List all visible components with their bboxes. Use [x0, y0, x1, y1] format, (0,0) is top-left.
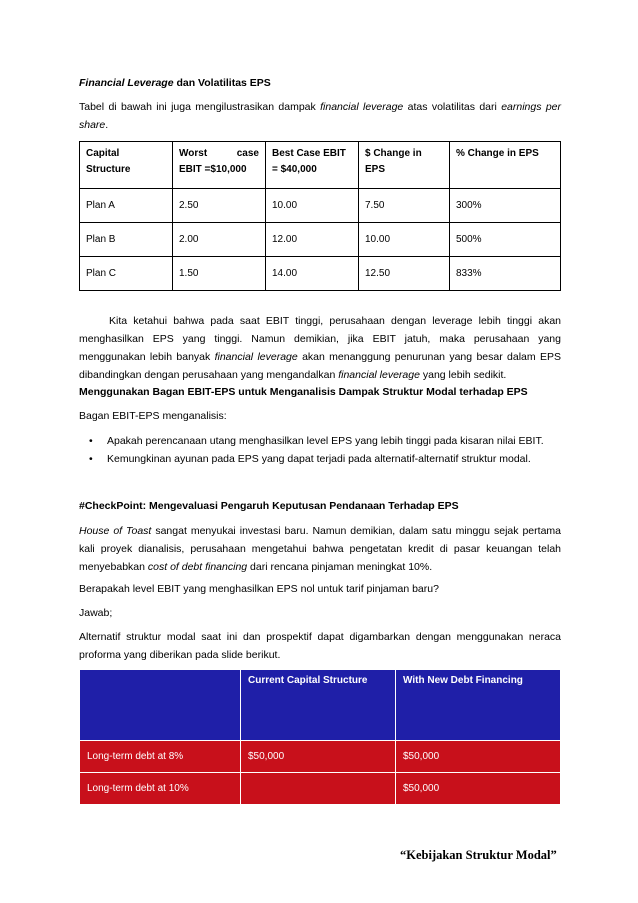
table-cell: 500% — [450, 223, 561, 257]
table-row — [80, 773, 561, 805]
intro-paragraph: Tabel di bawah ini juga mengilustrasikan dampak financial leverage atas volatilitas dari earnings per share. — [79, 101, 562, 131]
ebit-eps-intro: Bagan EBIT-EPS menganalisis: — [79, 410, 227, 422]
header-best-case: Best Case EBIT = $40,000 — [266, 142, 359, 189]
header-empty — [80, 670, 241, 741]
table-cell: 14.00 — [266, 257, 359, 291]
table-cell: 833% — [450, 257, 561, 291]
table-cell: 10.00 — [359, 223, 450, 257]
table-header-row — [80, 142, 561, 189]
table-cell: $50,000 — [396, 773, 561, 805]
heading-financial-leverage: Financial Leverage dan Volatilitas EPS — [79, 77, 271, 89]
list-item: • Apakah perencanaan utang menghasilkan level EPS yang lebih tinggi pada kisaran nilai EBIT. — [79, 432, 561, 450]
page-footer: “Kebijakan Struktur Modal” — [400, 848, 557, 862]
table-cell: 1.50 — [173, 257, 266, 291]
header-capital-structure: Capital Structure — [80, 142, 173, 189]
capital-structure-table — [79, 669, 561, 805]
heading-ebit-eps-chart: Menggunakan Bagan EBIT-EPS untuk Menganalisis Dampak Struktur Modal terhadap EPS — [79, 386, 528, 398]
proforma-paragraph: Alternatif struktur modal saat ini dan prospektif dapat digambarkan dengan menggunakan neraca proforma yang diberikan pada slide berikut. — [79, 631, 561, 661]
table-cell — [241, 773, 396, 805]
answer-label: Jawab; — [79, 607, 113, 619]
table-cell: Plan B — [80, 223, 173, 257]
leverage-explanation-paragraph: Kita ketahui bahwa pada saat EBIT tinggi, perusahaan dengan leverage lebih tinggi akan menghasilkan EPS yang tinggi. Namun demikian, jika EBIT jatuh, maka perusahaan yang menggunakan lebih banyak financial leverage akan menanggung penurunan yang besar dalam EPS dibandingkan dengan perusahaan yang mengandalkan financial leverage yang lebih sedikit. — [79, 315, 561, 381]
table-cell: Long-term debt at 10% — [80, 773, 241, 805]
header-new-debt-financing: With New Debt Financing — [396, 670, 561, 741]
list-item: • Kemungkinan ayunan pada EPS yang dapat terjadi pada alternatif-alternatif struktur modal. — [79, 450, 561, 468]
table-cell: 2.50 — [173, 189, 266, 223]
table-cell: 12.00 — [266, 223, 359, 257]
table-row — [80, 189, 561, 223]
house-of-toast-paragraph: House of Toast sangat menyukai investasi baru. Namun demikian, dalam satu minggu sejak pertama kali proyek dianalisis, perusahaan mengetahui bahwa pengetatan kredit di pasar keuangan telah menyebabkan cost of debt financing dari rencana pinjaman meningkat 10%. — [79, 525, 561, 573]
table-cell: 2.00 — [173, 223, 266, 257]
table-cell: 300% — [450, 189, 561, 223]
table-cell: $50,000 — [241, 741, 396, 773]
header-worst-case: Worst case EBIT =$10,000 — [173, 142, 266, 189]
table-cell: Plan C — [80, 257, 173, 291]
table-header-row — [80, 670, 561, 741]
heading-checkpoint: #CheckPoint: Mengevaluasi Pengaruh Keputusan Pendanaan Terhadap EPS — [79, 500, 459, 512]
table-cell: 7.50 — [359, 189, 450, 223]
eps-volatility-table — [79, 141, 561, 291]
header-dollar-change: $ Change in EPS — [359, 142, 450, 189]
table-cell: 12.50 — [359, 257, 450, 291]
header-percent-change: % Change in EPS — [450, 142, 561, 189]
question-paragraph: Berapakah level EBIT yang menghasilkan EPS nol untuk tarif pinjaman baru? — [79, 583, 439, 595]
table-row — [80, 741, 561, 773]
header-current-capital-structure: Current Capital Structure — [241, 670, 396, 741]
table-row — [80, 223, 561, 257]
table-cell: Long-term debt at 8% — [80, 741, 241, 773]
ebit-eps-bullet-list — [79, 432, 561, 468]
table-cell: $50,000 — [396, 741, 561, 773]
table-cell: Plan A — [80, 189, 173, 223]
table-row — [80, 257, 561, 291]
table-cell: 10.00 — [266, 189, 359, 223]
